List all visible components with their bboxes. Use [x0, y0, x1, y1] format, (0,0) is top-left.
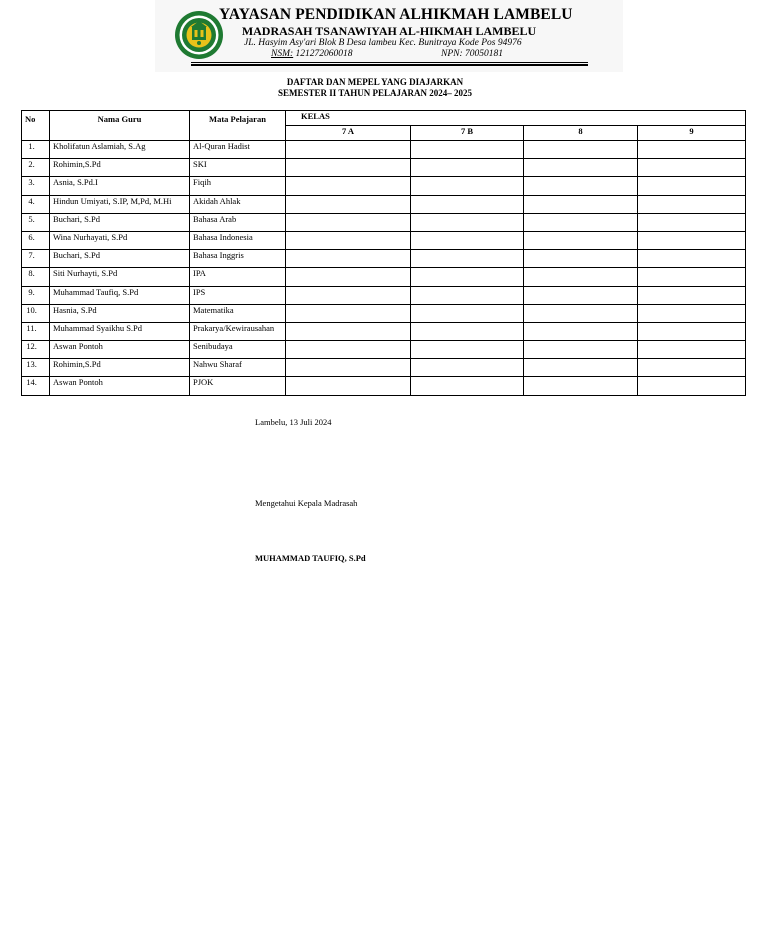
teacher-name: Siti Nurhayti, S.Pd	[50, 268, 190, 286]
kelas-cell-7b	[411, 250, 524, 268]
kelas-cell-7b	[411, 268, 524, 286]
nsm-number	[271, 49, 353, 59]
subject-name: Bahasa Indonesia	[190, 231, 286, 249]
header-kelas-7b: 7 B	[411, 126, 524, 141]
kelas-cell-9	[638, 286, 746, 304]
kelas-cell-7a	[286, 231, 411, 249]
kelas-cell-9	[638, 304, 746, 322]
kelas-cell-8	[524, 213, 638, 231]
teacher-name: Aswan Pontoh	[50, 341, 190, 359]
kelas-cell-7a	[286, 141, 411, 159]
kelas-cell-7b	[411, 304, 524, 322]
teacher-name: Muhammad Syaikhu S.Pd	[50, 322, 190, 340]
subject-name: Al-Quran Hadist	[190, 141, 286, 159]
row-number: 12.	[22, 341, 50, 359]
table-row	[22, 141, 746, 159]
school-address: JL. Hasyim Asy'ari Blok B Desa lambeu Kec. Bunitraya Kode Pos 94976	[244, 38, 522, 48]
header-no: No	[22, 111, 50, 141]
header-nama-guru: Nama Guru	[50, 111, 190, 141]
signatory-name: MUHAMMAD TAUFIQ, S.Pd	[255, 553, 366, 563]
kelas-cell-7a	[286, 177, 411, 195]
kelas-cell-7b	[411, 322, 524, 340]
kelas-cell-7b	[411, 231, 524, 249]
kelas-cell-7a	[286, 286, 411, 304]
table-row	[22, 268, 746, 286]
kelas-cell-7b	[411, 177, 524, 195]
kelas-cell-7b	[411, 159, 524, 177]
subject-name: Bahasa Inggris	[190, 250, 286, 268]
kelas-cell-7a	[286, 359, 411, 377]
row-number: 14.	[22, 377, 50, 395]
kelas-cell-7a	[286, 250, 411, 268]
kelas-cell-8	[524, 141, 638, 159]
table-row	[22, 177, 746, 195]
document-subtitle: SEMESTER II TAHUN PELAJARAN 2024– 2025	[278, 88, 472, 98]
kelas-cell-7a	[286, 377, 411, 395]
kelas-cell-7a	[286, 268, 411, 286]
header-kelas-9: 9	[638, 126, 746, 141]
kelas-cell-9	[638, 159, 746, 177]
letterhead-divider-thin	[191, 62, 588, 63]
teacher-name: Kholifatun Aslamiah, S.Ag	[50, 141, 190, 159]
kelas-cell-7a	[286, 159, 411, 177]
subject-name: PJOK	[190, 377, 286, 395]
table-row	[22, 341, 746, 359]
kelas-cell-9	[638, 195, 746, 213]
kelas-cell-9	[638, 231, 746, 249]
teacher-name: Hasnia, S.Pd	[50, 304, 190, 322]
kelas-cell-7a	[286, 304, 411, 322]
table-row	[22, 304, 746, 322]
table-row	[22, 213, 746, 231]
row-number: 1.	[22, 141, 50, 159]
subject-name: IPS	[190, 286, 286, 304]
row-number: 10.	[22, 304, 50, 322]
kelas-cell-7a	[286, 341, 411, 359]
kelas-cell-8	[524, 341, 638, 359]
kelas-cell-7a	[286, 322, 411, 340]
subject-name: Bahasa Arab	[190, 213, 286, 231]
teacher-subject-table	[21, 110, 746, 396]
row-number: 11.	[22, 322, 50, 340]
teacher-name: Aswan Pontoh	[50, 377, 190, 395]
kelas-cell-9	[638, 268, 746, 286]
header-kelas: KELAS	[286, 111, 746, 126]
kelas-cell-8	[524, 195, 638, 213]
table-row	[22, 322, 746, 340]
teacher-name: Muhammad Taufiq, S.Pd	[50, 286, 190, 304]
teacher-name: Buchari, S.Pd	[50, 250, 190, 268]
subject-name: Prakarya/Kewirausahan	[190, 322, 286, 340]
row-number: 5.	[22, 213, 50, 231]
kelas-cell-7a	[286, 195, 411, 213]
row-number: 6.	[22, 231, 50, 249]
school-name: MADRASAH TSANAWIYAH AL-HIKMAH LAMBELU	[241, 24, 537, 38]
row-number: 3.	[22, 177, 50, 195]
kelas-cell-7b	[411, 341, 524, 359]
subject-name: IPA	[190, 268, 286, 286]
kelas-cell-8	[524, 231, 638, 249]
row-number: 2.	[22, 159, 50, 177]
document-title: DAFTAR DAN MEPEL YANG DIAJARKAN	[286, 77, 464, 87]
kelas-cell-8	[524, 322, 638, 340]
teacher-name: Wina Nurhayati, S.Pd	[50, 231, 190, 249]
kelas-cell-7b	[411, 195, 524, 213]
subject-name: Nahwu Sharaf	[190, 359, 286, 377]
table-row	[22, 359, 746, 377]
header-mata-pelajaran: Mata Pelajaran	[190, 111, 286, 141]
subject-name: Senibudaya	[190, 341, 286, 359]
row-number: 9.	[22, 286, 50, 304]
nsm-label: NSM:	[271, 49, 294, 59]
acknowledgement-text: Mengetahui Kepala Madrasah	[255, 498, 358, 508]
kelas-cell-8	[524, 304, 638, 322]
kelas-cell-7b	[411, 377, 524, 395]
table-body	[22, 141, 746, 396]
npn-number: NPN: 70050181	[441, 49, 504, 59]
row-number: 4.	[22, 195, 50, 213]
nsm-value: 121272060018	[295, 49, 353, 59]
kelas-cell-9	[638, 141, 746, 159]
kelas-cell-8	[524, 250, 638, 268]
teacher-name: Buchari, S.Pd	[50, 213, 190, 231]
kelas-cell-8	[524, 286, 638, 304]
foundation-name: YAYASAN PENDIDIKAN ALHIKMAH LAMBELU	[219, 6, 573, 23]
kelas-cell-9	[638, 359, 746, 377]
kelas-cell-7b	[411, 359, 524, 377]
row-number: 7.	[22, 250, 50, 268]
subject-name: SKI	[190, 159, 286, 177]
teacher-name: Hindun Umiyati, S.IP, M,Pd, M.Hi	[50, 195, 190, 213]
kelas-cell-9	[638, 250, 746, 268]
letterhead-divider-thick	[191, 64, 588, 66]
table-row	[22, 377, 746, 395]
kelas-cell-9	[638, 177, 746, 195]
teacher-name: Asnia, S.Pd.I	[50, 177, 190, 195]
teacher-name: Rohimin,S.Pd	[50, 359, 190, 377]
kelas-cell-7b	[411, 213, 524, 231]
table-row	[22, 159, 746, 177]
kelas-cell-7a	[286, 213, 411, 231]
table-row	[22, 195, 746, 213]
school-logo	[174, 10, 224, 60]
kelas-cell-8	[524, 159, 638, 177]
kelas-cell-8	[524, 177, 638, 195]
kelas-cell-9	[638, 322, 746, 340]
kelas-cell-9	[638, 377, 746, 395]
row-number: 13.	[22, 359, 50, 377]
kelas-cell-8	[524, 268, 638, 286]
subject-name: Matematika	[190, 304, 286, 322]
kelas-cell-8	[524, 359, 638, 377]
row-number: 8.	[22, 268, 50, 286]
place-date: Lambelu, 13 Juli 2024	[255, 417, 332, 427]
kelas-cell-7b	[411, 286, 524, 304]
header-kelas-8: 8	[524, 126, 638, 141]
kelas-cell-9	[638, 341, 746, 359]
kelas-cell-9	[638, 213, 746, 231]
subject-name: Akidah Ahlak	[190, 195, 286, 213]
table-row	[22, 250, 746, 268]
table-row	[22, 231, 746, 249]
subject-name: Fiqih	[190, 177, 286, 195]
header-kelas-7a: 7 A	[286, 126, 411, 141]
table-row	[22, 286, 746, 304]
kelas-cell-8	[524, 377, 638, 395]
teacher-name: Rohimin,S.Pd	[50, 159, 190, 177]
kelas-cell-7b	[411, 141, 524, 159]
